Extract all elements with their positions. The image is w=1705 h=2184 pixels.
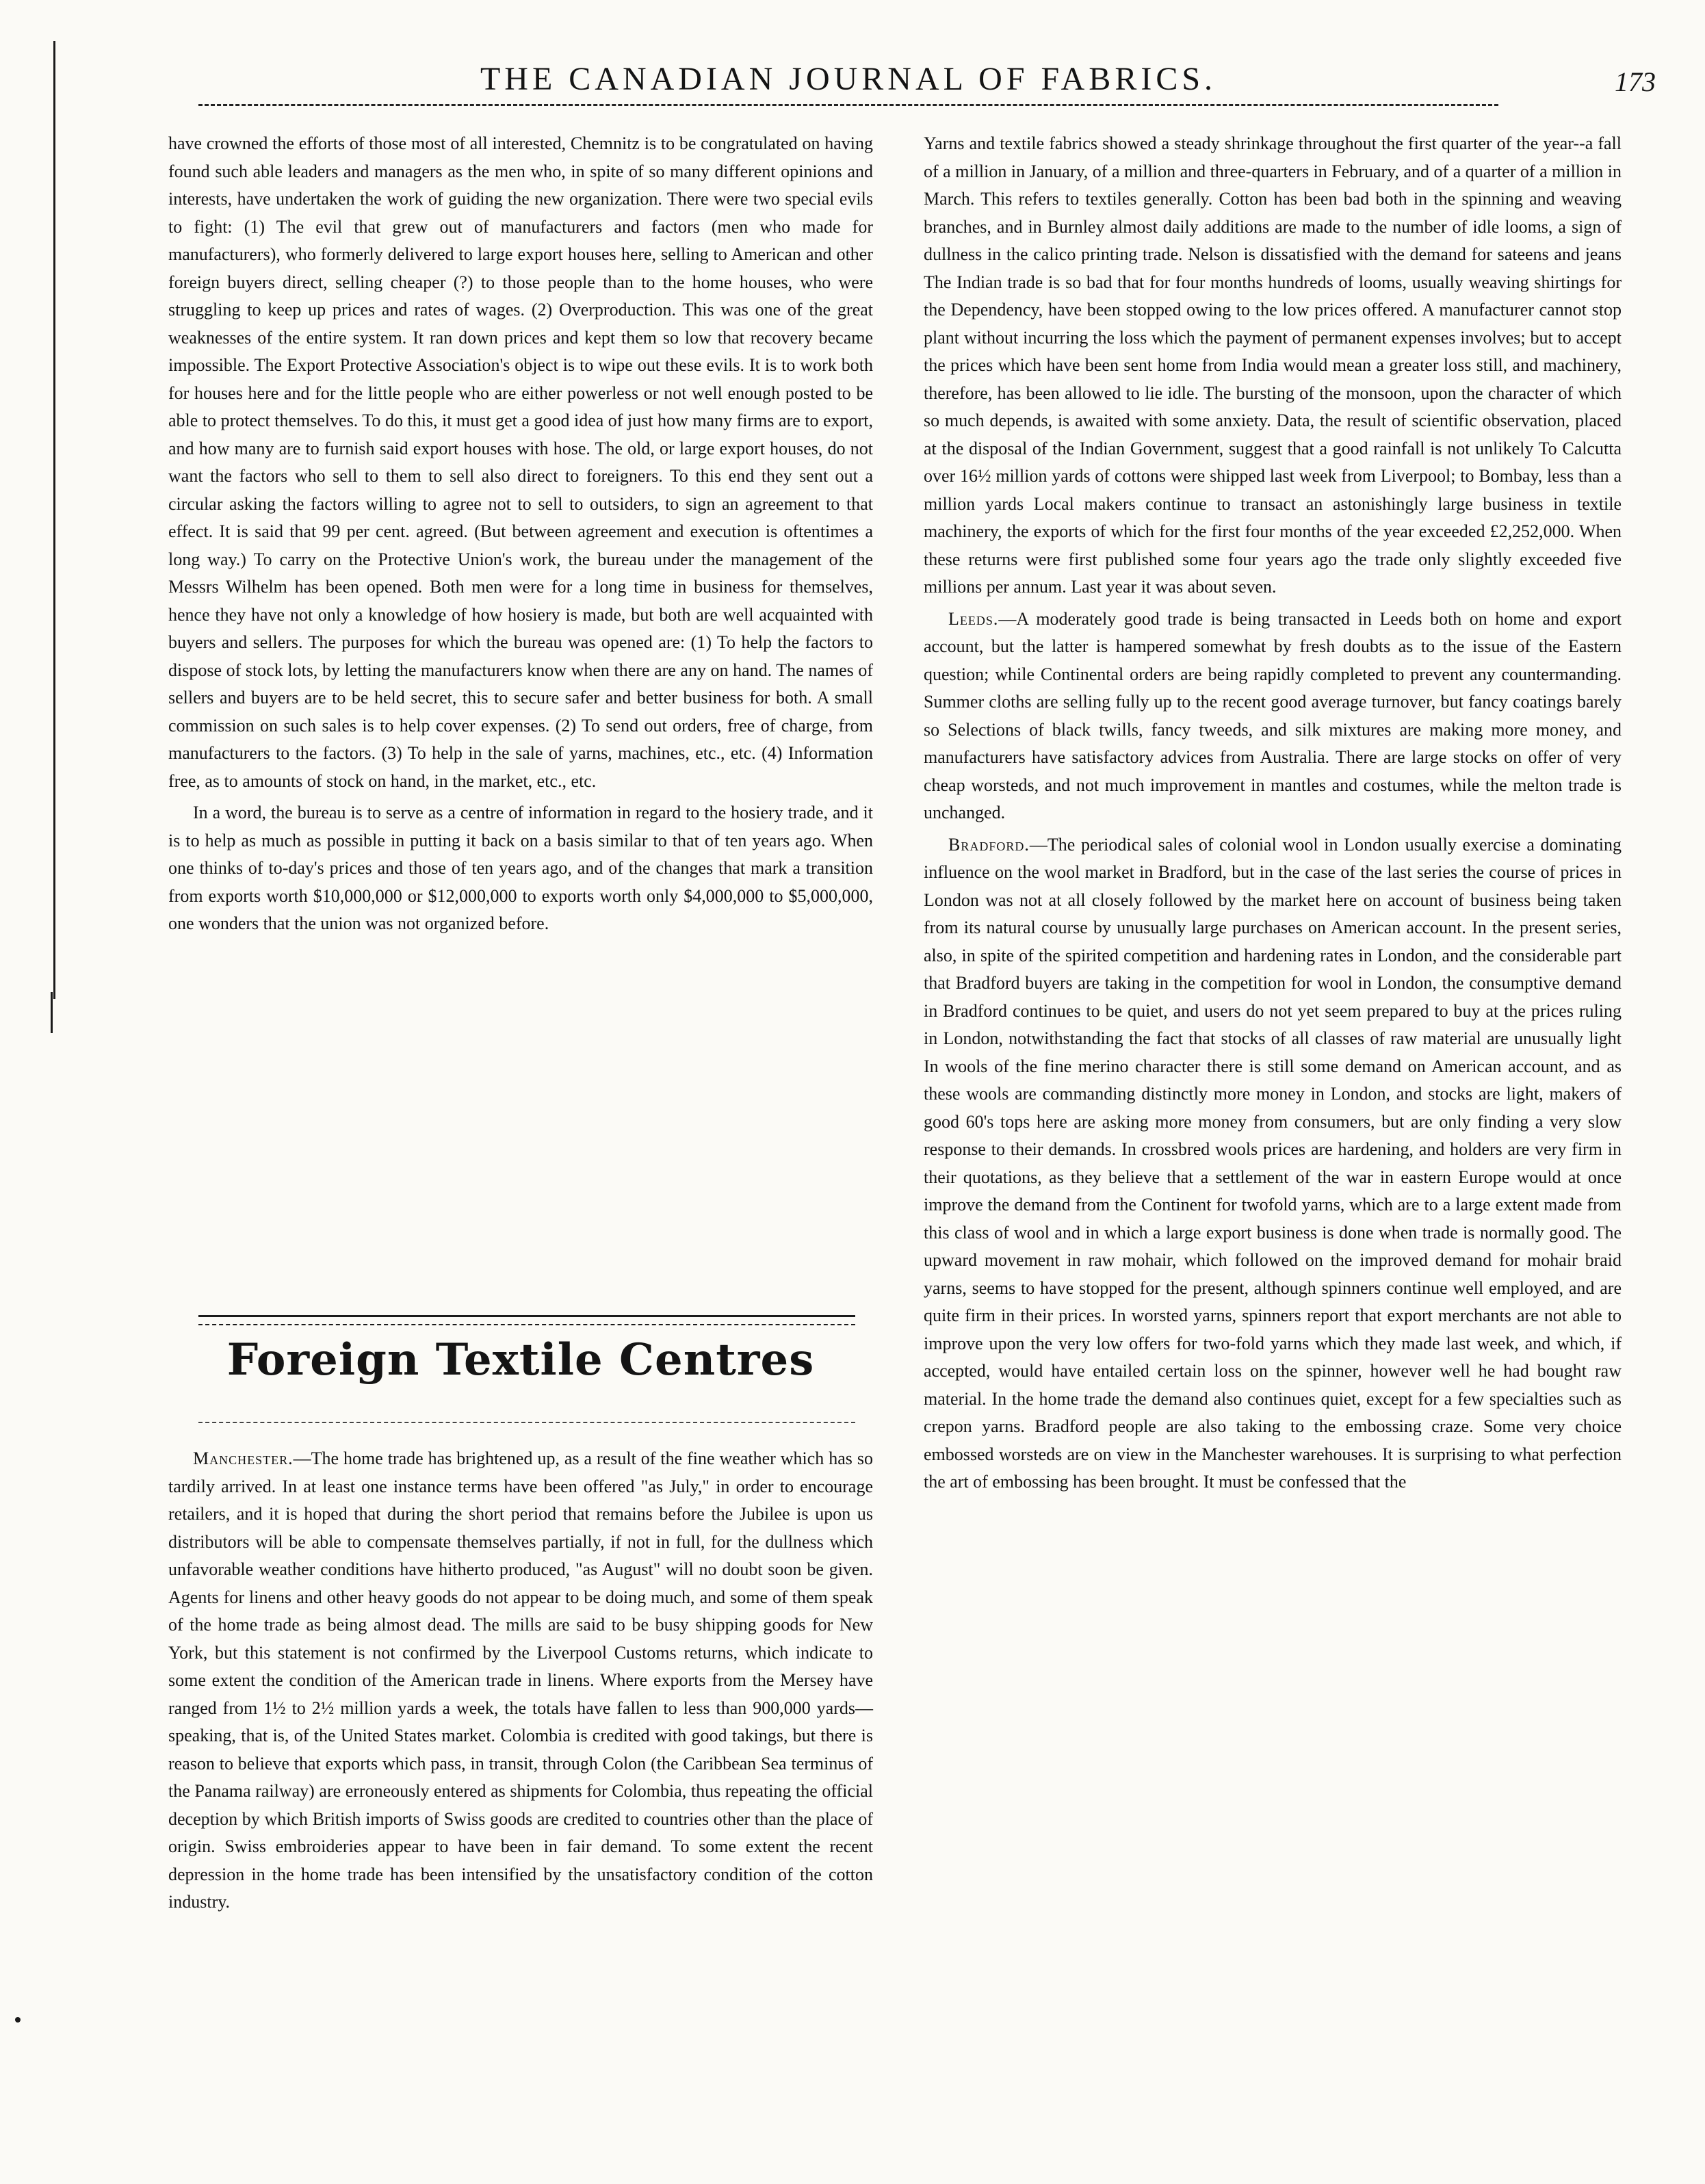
manchester-text: —The home trade has brightened up, as a result of the fine weather which has so tardily arrived. In at least one instance terms have been offered "as July," in order to encourage retailers, and it is hoped that during the short period that remains before the Jubilee is upon us distributors will be able to compensate themselves partially, if not in full, for the dullness which unfavorable weather conditions have hitherto produced, "as August" will no doubt soon be given. Agents for linens and other heavy goods do not appear to be doing much, and some of them speak of the home trade as being almost dead. The mills are said to be busy shipping goods for New York, but this statement is not confirmed by the Liverpool Customs returns, which indicate to some extent the condition of the American trade in linens. Where exports from the Mersey have ranged from 1½ to 2½ million yards a week, the totals have fallen to less than 900,000 yards—speaking, that is, of the United States market. Colombia is credited with good takings, but there is reason to believe that exports which pass, in transit, through Colon (the Caribbean Sea terminus of the Panama railway) are erroneously entered as shipments for Colombia, thus repeating the official deception by which British imports of Swiss goods are credited to countries other than the place of origin. Swiss embroideries appear to have been in fair demand. To some extent the recent depression in the home trade has been intensified by the unsatisfactory condition of the cotton industry. xyxy=(168,1448,873,1912)
paragraph-manchester xyxy=(168,1445,873,1916)
place-leeds: Leeds. xyxy=(948,608,999,629)
leeds-text: —A moderately good trade is being transacted in Leeds both on home and export account, but the latter is hampered somewhat by fresh doubts as to the issue of the Eastern question; while Continental orders are being rapidly completed to prevent any countermanding. Summer cloths are selling fully up to the recent good average turnover, but fancy coatings barely so Selections of black twills, fancy tweeds, and silk mixtures are making more money, and manufacturers have satisfactory advices from Australia. There are large stocks on offer of very cheap worsteds, and not much improvement in mantles and costumes, while the melton trade is unchanged. xyxy=(924,608,1622,822)
right-column xyxy=(924,130,1622,1496)
page-header xyxy=(198,60,1656,115)
journal-title: THE CANADIAN JOURNAL OF FABRICS. xyxy=(480,61,1217,97)
section-divider-bottom xyxy=(198,1422,855,1423)
section-divider-top xyxy=(198,1315,855,1325)
place-manchester: Manchester. xyxy=(193,1448,294,1468)
section-heading: Foreign Textile Centres xyxy=(226,1334,815,1386)
paragraph-leeds xyxy=(924,606,1622,827)
bradford-text: —The periodical sales of colonial wool in London usually exercise a dominating influence on the wool market in Bradford, but in the case of the last series the course of prices in London was not at all closely followed by the market here on account of business being taken from its natural course by unusually large purchases on American account. In the present series, also, in spite of the spirited competition and hardening rates in London, and the considerable part that Bradford buyers are taking in the competition for wool in London, the consumptive demand in Bradford continues to be quiet, and users do not yet seem prepared to buy at the prices ruling in London, notwithstanding the fact that stocks of all classes of raw material are unusually light In wools of the fine merino character there is still some demand on American account, and as these wools are commanding distinctly more money in London, and stocks are light, makers of good 60's tops here are asking more money from consumers, but are only finding a very slow response to their demands. In crossbred wools prices are hardening, and holders are very firm in their quotations, as they believe that a settlement of the war in eastern Europe would at once improve the demand from the Continent for twofold yarns, which are to a large extent made from this class of wool and in which a large export business is done when trade is normally good. The upward movement in raw mohair, which followed on the improved demand for mohair braid yarns, seems to have stopped for the present, although spinners continue well employed, and are quite firm in their prices. In worsted yarns, spinners report that export merchants are not able to improve upon the very low offers for two-fold yarns which they made last week, and which, if accepted, would have entailed certain loss on the spinner, however well he had bought raw material. In the home trade the demand also continues quiet, except for a few specialties such as crepon yarns. Bradford people are also taking to the embossing craze. Some very choice embossed worsteds are on view in the Manchester warehouses. It is surprising to what perfection the art of embossing has been brought. It must be confessed that the xyxy=(924,834,1622,1492)
paragraph-manchester-continued: Yarns and textile fabrics showed a steady shrinkage throughout the first quarter of the year--a fall of a million in January, of a million and three-quarters in February, and of a quarter of a million in March. This refers to textiles generally. Cotton has been bad both in the spinning and weaving branches, and in Burnley almost daily additions are made to the number of idle looms, a sign of dullness in the calico printing trade. Nelson is dissatisfied with the demand for sateens and jeans The Indian trade is so bad that for four months hundreds of looms, usually weaving shirtings for the Dependency, have been stopped owing to the low prices offered. A manufacturer cannot stop plant without incurring the loss which the payment of permanent expenses involves; but to accept the prices which have been sent home from India would mean a greater loss still, and machinery, therefore, has been allowed to lie idle. The bursting of the monsoon, upon the character of which so much depends, is awaited with some anxiety. Data, the result of scientific observation, placed at the disposal of the Indian Government, suggest that a good rainfall is not unlikely To Calcutta over 16½ million yards of cottons were shipped last week from Liverpool; to Bombay, less than a million yards Local makers continue to transact an astonishingly large business in textile machinery, the exports of which for the first four months of the year exceeded £2,252,000. When these returns were first published some four years ago the trade only slightly exceeded five millions per annum. Last year it was about seven. xyxy=(924,133,1622,597)
paragraph-bradford xyxy=(924,831,1622,1496)
left-column xyxy=(168,130,873,938)
place-bradford: Bradford. xyxy=(948,834,1030,855)
page-number: 173 xyxy=(1615,66,1656,97)
margin-dot xyxy=(15,2017,21,2023)
manchester-report xyxy=(168,1445,873,1916)
margin-binding-line xyxy=(53,41,55,999)
header-rule xyxy=(198,104,1498,106)
paragraph-bureau-organization: have crowned the efforts of those most of all interested, Chemnitz is to be congratulated on having found such able leaders and managers as the men who, in spite of so many different opinions and interests, have undertaken the work of guiding the new organization. There were two special evils to fight: (1) The evil that grew out of manufacturers and factors (men who made for manufacturers), who formerly delivered to large export houses here, selling to American and other foreign buyers direct, selling cheaper (?) to those people than to the home houses, who were struggling to keep up prices and rates of wages. (2) Overproduction. This was one of the great weaknesses of the entire system. It ran down prices and kept them so low that recovery became impossible. The Export Protective Association's object is to wipe out these evils. It is to work both for houses here and for the little people who are either powerless or not well enough posted to be able to protect themselves. To do this, it must get a good idea of just how many firms are to export, and how many are to furnish said export houses with hose. The old, or large export houses, do not want the factors who sell to them to sell also direct to foreigners. To this end they sent out a circular asking the factors willing to agree not to sell to outsiders, to sign an agreement to that effect. It is said that 99 per cent. agreed. (But between agreement and execution is oftentimes a long way.) To carry on the Protective Union's work, the bureau under the management of the Messrs Wilhelm has been opened. Both men were for a long time in business for themselves, hence they have not only a knowledge of how hosiery is made, but both are well acquainted with buyers and sellers. The purposes for which the bureau was opened are: (1) To help the factors to dispose of stock lots, by letting the manufacturers know when there are any on hand. The names of sellers and buyers are to be held secret, this to secure safer and better business for both. A small commission on such sales is to help cover expenses. (2) To send out orders, free of charge, from manufacturers to the factors. (3) To help in the sale of yarns, machines, etc., etc. (4) Information free, as to amounts of stock on hand, in the market, etc., etc. xyxy=(168,133,873,791)
paragraph-bureau-centre: In a word, the bureau is to serve as a centre of information in regard to the hosiery trade, and it is to help as much as possible in putting it back on a basis similar to that of ten years ago. When one thinks of to-day's prices and those of ten years ago, and of the changes that mark a transition from exports worth $10,000,000 or $12,000,000 to exports worth only $4,000,000 to $5,000,000, one wonders that the union was not organized before. xyxy=(168,803,873,933)
